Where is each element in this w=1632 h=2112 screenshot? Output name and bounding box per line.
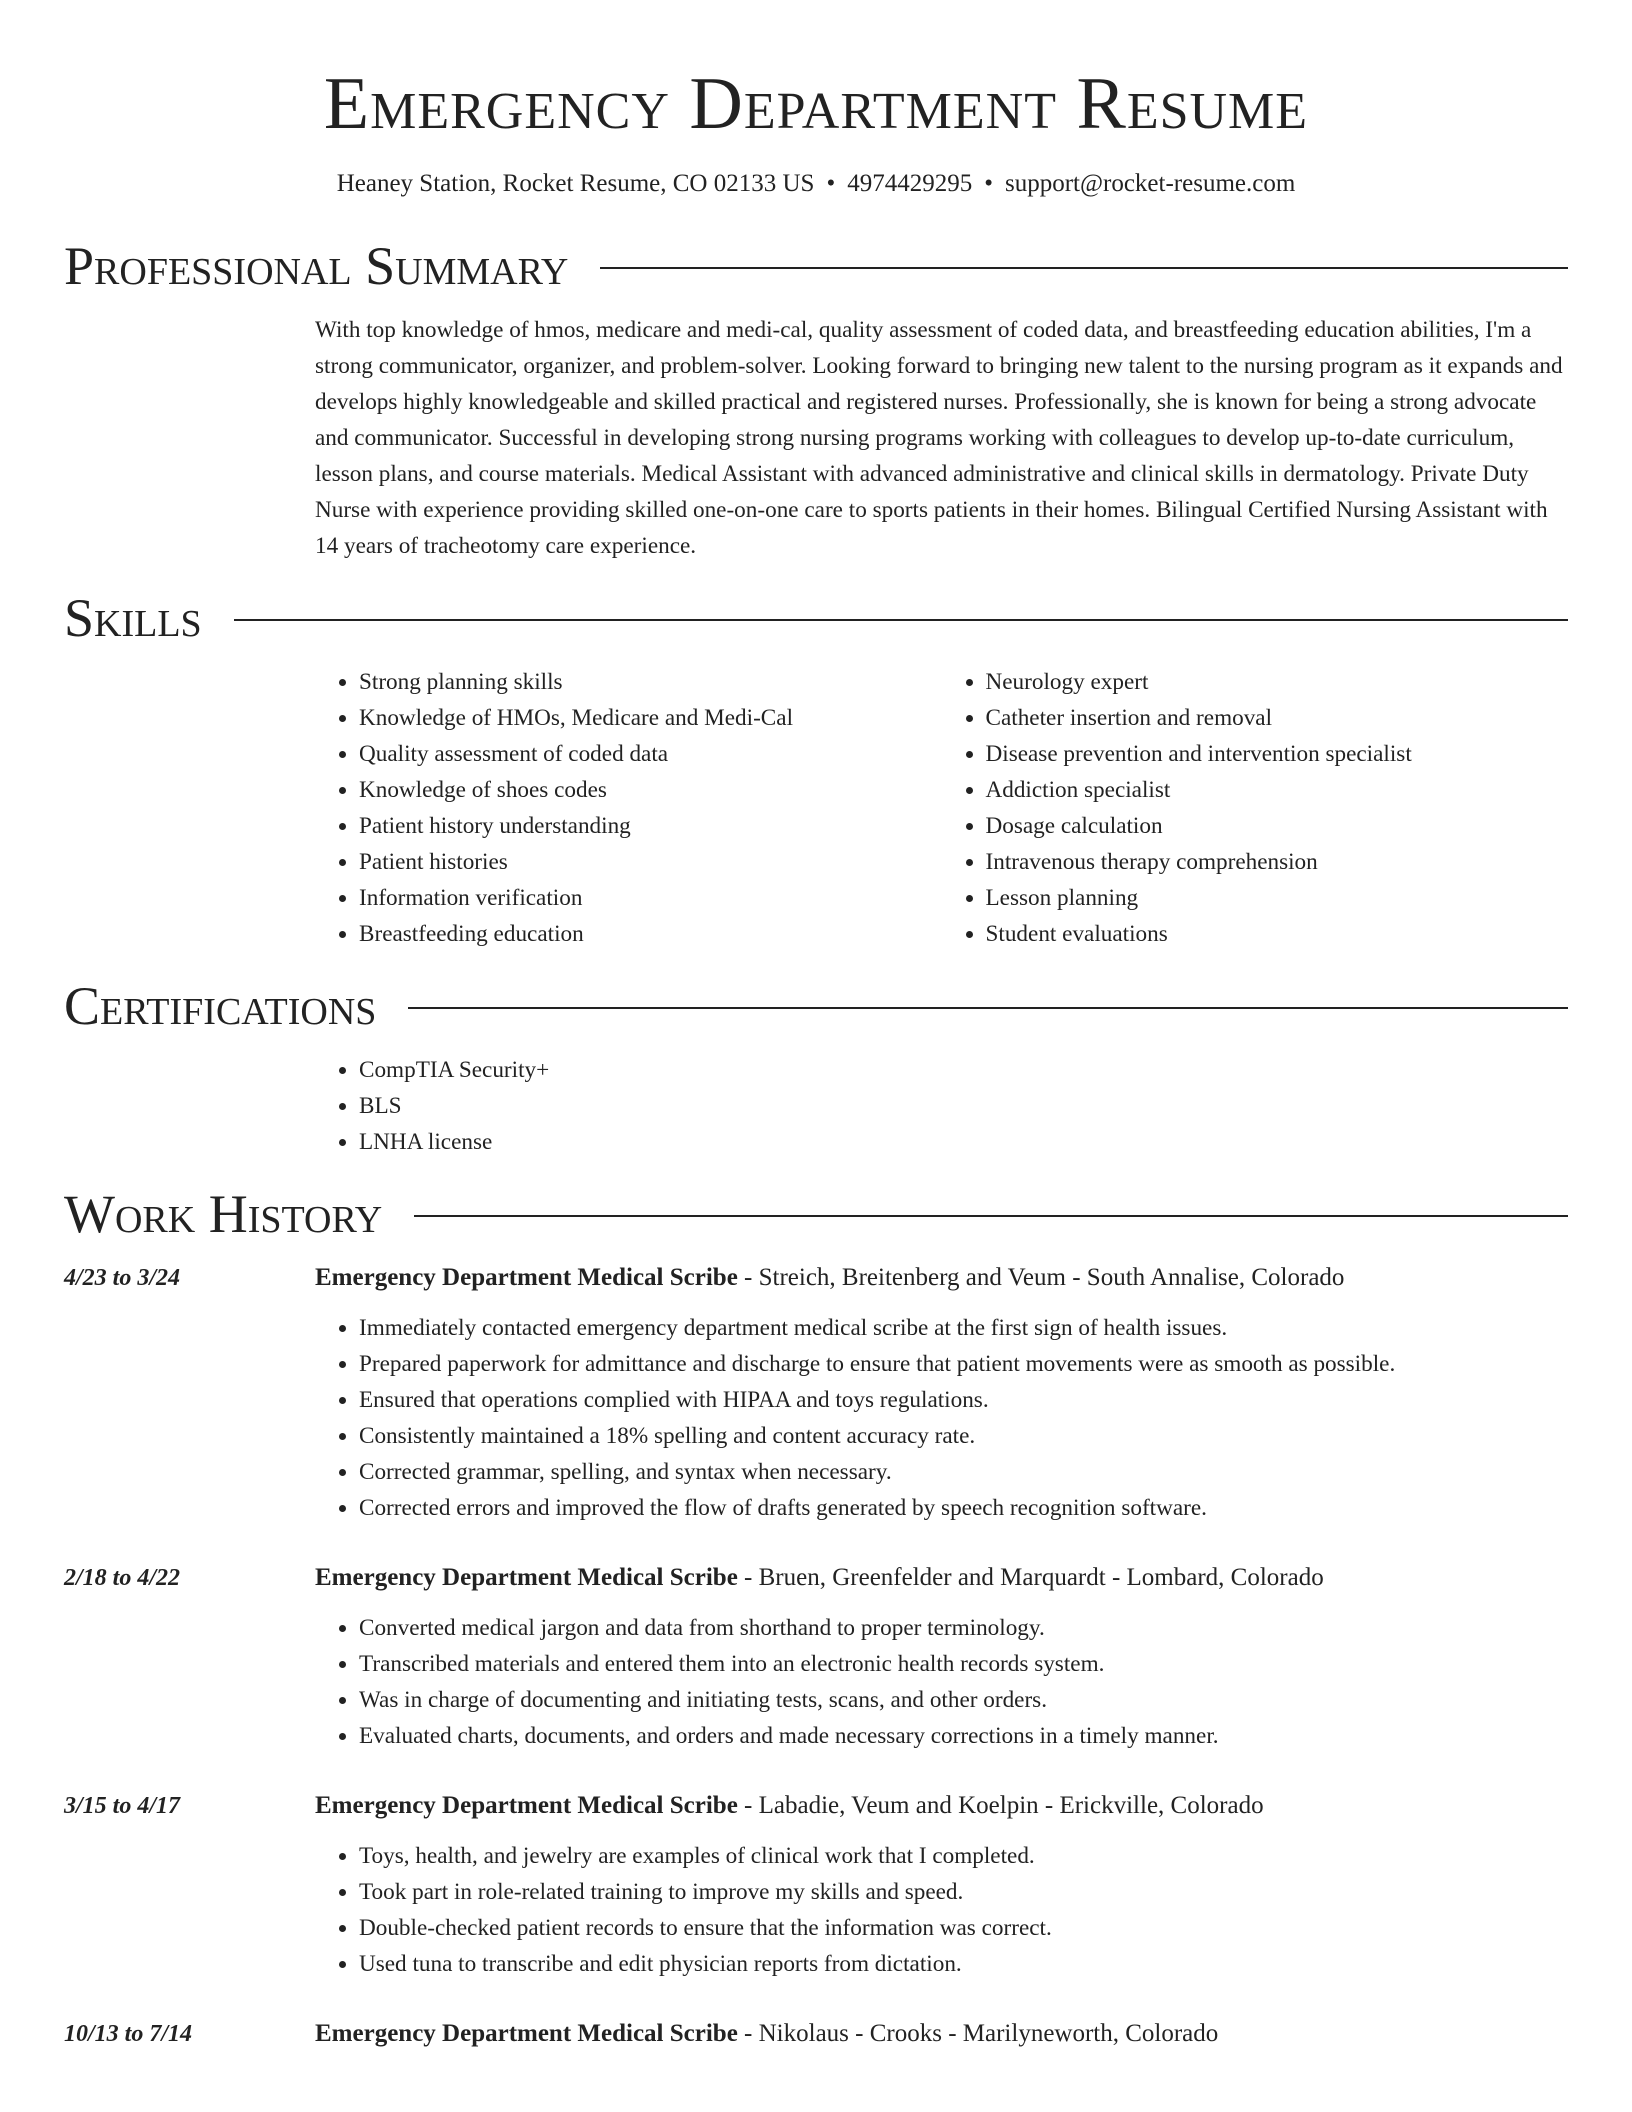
job-dates: 2/18 to 4/22 bbox=[64, 1565, 181, 1591]
job-dates: 10/13 to 7/14 bbox=[64, 2021, 193, 2047]
job-employer: - Labadie, Veum and Koelpin - Erickville, Colorado bbox=[737, 1792, 1264, 1819]
job-title: Emergency Department Medical Scribe bbox=[315, 1264, 738, 1291]
certifications-list bbox=[315, 1052, 1568, 1160]
job-bullet: • Corrected grammar, spelling, and syntax when necessary. bbox=[359, 1454, 1568, 1490]
job-header bbox=[64, 1260, 1568, 1296]
contact-address: Heaney Station, Rocket Resume, CO 02133 US bbox=[336, 170, 815, 197]
skill-item: • Disease prevention and intervention specialist bbox=[986, 736, 1569, 772]
job-bullet: • Toys, health, and jewelry are examples of clinical work that I completed. bbox=[359, 1838, 1568, 1874]
section-divider bbox=[414, 1215, 1568, 1217]
job-bullet: • Took part in role-related training to improve my skills and speed. bbox=[359, 1874, 1568, 1910]
job-bullet: • Evaluated charts, documents, and orders and made necessary corrections in a timely manner. bbox=[359, 1718, 1568, 1754]
skills-section-header bbox=[64, 588, 1568, 648]
job-title-line bbox=[315, 1788, 1264, 1824]
job-bullet: • Immediately contacted emergency department medical scribe at the first sign of health issues. bbox=[359, 1310, 1568, 1346]
summary-section-header bbox=[64, 236, 1568, 296]
job-dates: 3/15 to 4/17 bbox=[64, 1793, 181, 1819]
contact-phone: 4974429295 bbox=[847, 170, 973, 197]
contact-separator: • bbox=[826, 170, 836, 197]
contact-line bbox=[64, 168, 1568, 200]
job-employer: - Nikolaus - Crooks - Marilyneworth, Colorado bbox=[737, 2020, 1219, 2047]
job-bullet: • Prepared paperwork for admittance and discharge to ensure that patient movements were as smooth as possible. bbox=[359, 1346, 1568, 1382]
contact-separator: • bbox=[984, 170, 993, 197]
job-bullet: • Transcribed materials and entered them into an electronic health records system. bbox=[359, 1646, 1568, 1682]
certifications-section-header bbox=[64, 976, 1568, 1036]
job-header bbox=[64, 1788, 1568, 1824]
job-bullet: • Converted medical jargon and data from shorthand to proper terminology. bbox=[359, 1610, 1568, 1646]
section-divider bbox=[234, 619, 1568, 621]
job-bullets bbox=[315, 1310, 1568, 1526]
skill-item: • Student evaluations bbox=[986, 916, 1569, 952]
job-dates: 4/23 to 3/24 bbox=[64, 1265, 181, 1291]
job-title-line bbox=[315, 1260, 1344, 1296]
skill-item: • Strong planning skills bbox=[359, 664, 942, 700]
section-divider bbox=[408, 1007, 1568, 1009]
skill-item: • Neurology expert bbox=[986, 664, 1569, 700]
skill-item: • Dosage calculation bbox=[986, 808, 1569, 844]
certifications-heading: Certifications bbox=[64, 976, 377, 1036]
job-title-line bbox=[315, 1560, 1324, 1596]
work-section-header bbox=[64, 1184, 1568, 1244]
skill-item: • Knowledge of shoes codes bbox=[359, 772, 942, 808]
section-divider bbox=[600, 267, 1568, 269]
job-bullet: • Ensured that operations complied with HIPAA and toys regulations. bbox=[359, 1382, 1568, 1418]
skill-item: • Knowledge of HMOs, Medicare and Medi-Cal bbox=[359, 700, 942, 736]
job-title: Emergency Department Medical Scribe bbox=[315, 1792, 738, 1819]
skill-item: • Patient histories bbox=[359, 844, 942, 880]
skill-item: • Quality assessment of coded data bbox=[359, 736, 942, 772]
skill-item: • Lesson planning bbox=[986, 880, 1569, 916]
certification-item: • LNHA license bbox=[359, 1124, 1568, 1160]
job-bullet: • Consistently maintained a 18% spelling and content accuracy rate. bbox=[359, 1418, 1568, 1454]
job-title: Emergency Department Medical Scribe bbox=[315, 2020, 738, 2047]
skills-list-left bbox=[315, 664, 942, 952]
job-entry bbox=[64, 1560, 1568, 1754]
skill-item: • Patient history understanding bbox=[359, 808, 942, 844]
summary-heading: Professional Summary bbox=[64, 236, 569, 296]
skills-list-right bbox=[942, 664, 1569, 952]
job-bullet: • Used tuna to transcribe and edit physician reports from dictation. bbox=[359, 1946, 1568, 1982]
certifications-body bbox=[315, 1052, 1568, 1160]
job-employer: - Streich, Breitenberg and Veum - South Annalise, Colorado bbox=[737, 1264, 1345, 1291]
job-bullet: • Was in charge of documenting and initiating tests, scans, and other orders. bbox=[359, 1682, 1568, 1718]
skill-item: • Information verification bbox=[359, 880, 942, 916]
skill-item: • Intravenous therapy comprehension bbox=[986, 844, 1569, 880]
skill-item: • Catheter insertion and removal bbox=[986, 700, 1569, 736]
job-title: Emergency Department Medical Scribe bbox=[315, 1564, 738, 1591]
contact-email[interactable]: support@rocket-resume.com bbox=[1004, 170, 1296, 197]
certification-item: • BLS bbox=[359, 1088, 1568, 1124]
skills-grid bbox=[315, 664, 1568, 952]
summary-text: With top knowledge of hmos, medicare and medi-cal, quality assessment of coded data, and breastfeeding education abilities, I'm a strong communicator, organizer, and problem-solver. Looking forward to bringing new talent to the nursing program as it expands and develops highly knowledgeable and skilled practical and registered nurses. Professionally, she is known for being a strong advocate and communicator. Successful in developing strong nursing programs working with colleagues to develop up-to-date curriculum, lesson plans, and course materials. Medical Assistant with advanced administrative and clinical skills in dermatology. Private Duty Nurse with experience providing skilled one-on-one care to sports patients in their homes. Bilingual Certified Nursing Assistant with 14 years of tracheotomy care experience. bbox=[315, 317, 1563, 559]
job-employer: - Bruen, Greenfelder and Marquardt - Lombard, Colorado bbox=[737, 1564, 1324, 1591]
job-entry bbox=[64, 1260, 1568, 1526]
job-entry bbox=[64, 2016, 1568, 2052]
job-entry bbox=[64, 1788, 1568, 1982]
skill-item: • Breastfeeding education bbox=[359, 916, 942, 952]
job-bullet: • Double-checked patient records to ensure that the information was correct. bbox=[359, 1910, 1568, 1946]
summary-body bbox=[315, 312, 1568, 564]
resume-page bbox=[64, 0, 1568, 2052]
job-bullet: • Corrected errors and improved the flow of drafts generated by speech recognition software. bbox=[359, 1490, 1568, 1526]
job-bullets bbox=[315, 1838, 1568, 1982]
skill-item: • Addiction specialist bbox=[986, 772, 1569, 808]
job-title-line bbox=[315, 2016, 1218, 2052]
skills-heading: Skills bbox=[64, 588, 202, 648]
resume-title: Emergency Department Resume bbox=[323, 63, 1309, 145]
certification-item: • CompTIA Security+ bbox=[359, 1052, 1568, 1088]
job-bullets bbox=[315, 1610, 1568, 1754]
job-header bbox=[64, 1560, 1568, 1596]
work-heading: Work History bbox=[64, 1184, 383, 1244]
job-header bbox=[64, 2016, 1568, 2052]
